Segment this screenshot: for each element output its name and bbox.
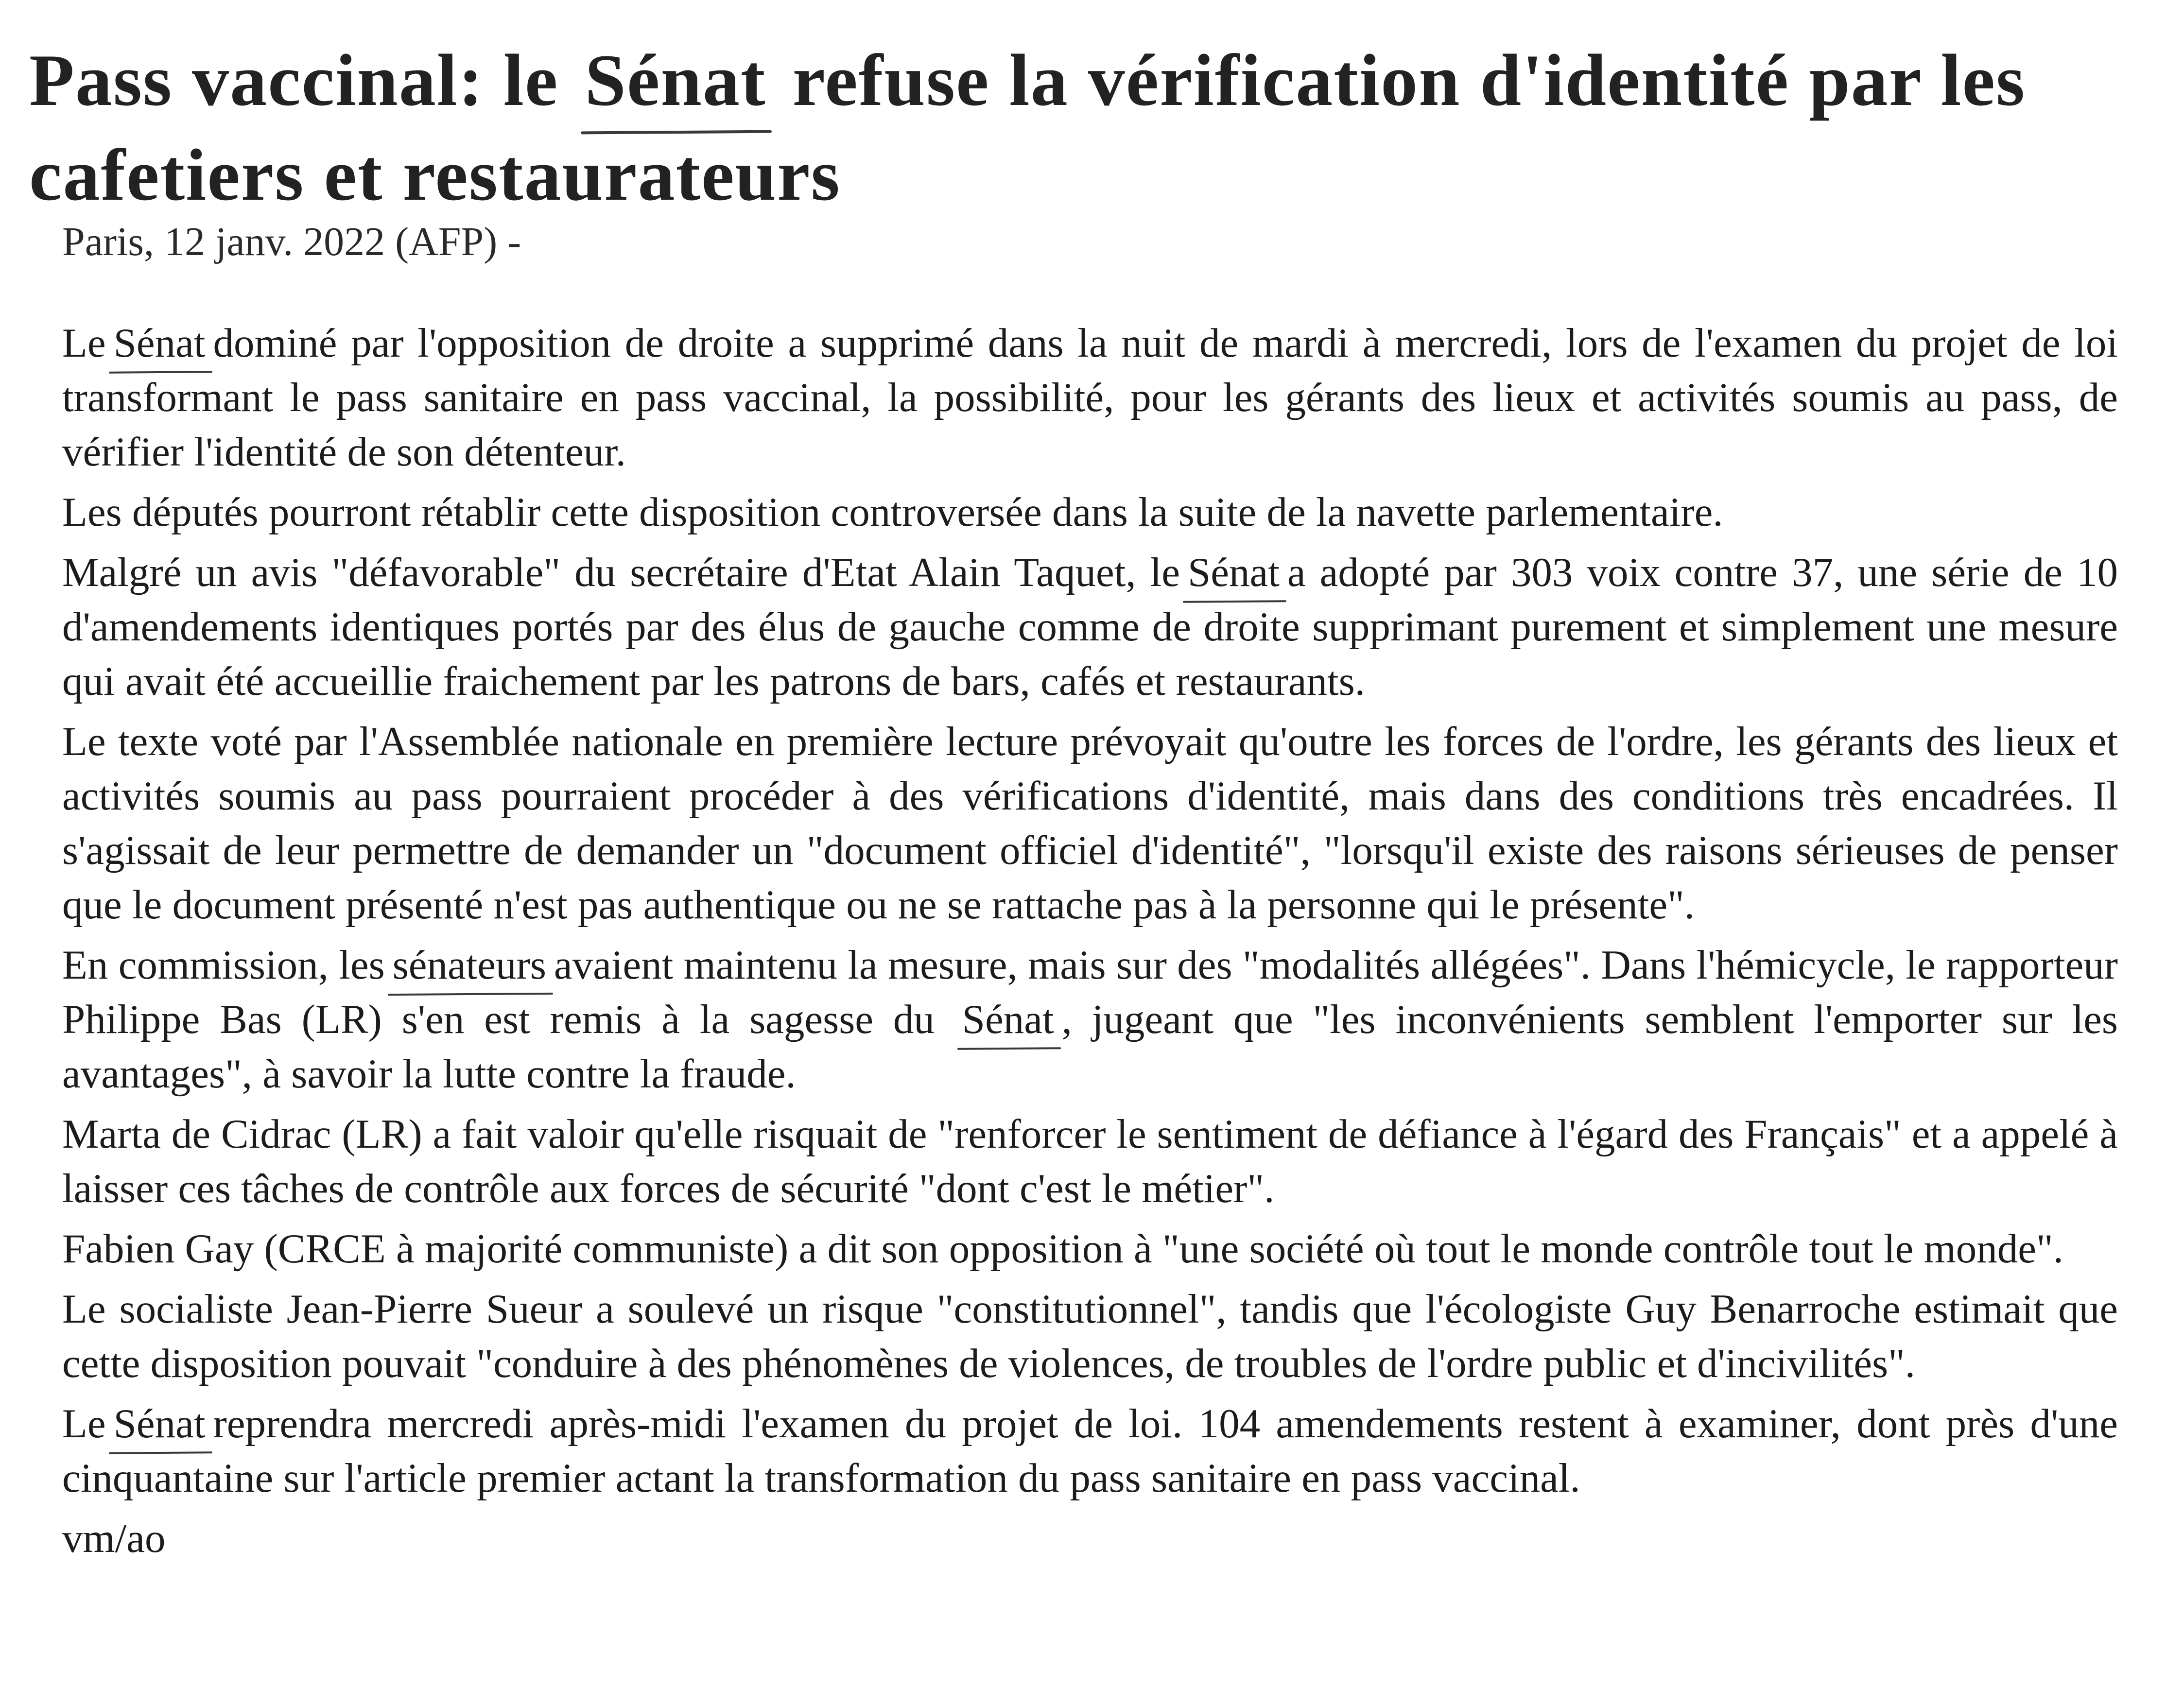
- underlined-word: Sénat: [106, 1396, 213, 1451]
- paragraph-5-text-a: En commission, les: [62, 942, 385, 988]
- paragraph-8: Le socialiste Jean-Pierre Sueur a soulevé un risque "constitutionnel", tandis que l'écologiste Guy Benarroche estimait que cette disposition pouvait "conduire à des phénomènes de violences, de troubles de l'ordre public et d'incivilités".: [62, 1286, 2118, 1386]
- paragraph-6: Marta de Cidrac (LR) a fait valoir qu'elle risquait de "renforcer le sentiment de défiance à l'égard des Français" et a appelé à laisser ces tâches de contrôle aux forces de sécurité "dont c'est le métier".: [62, 1111, 2118, 1211]
- paragraph-9-text-c: reprendra mercredi après-midi l'examen du projet de loi. 104 amendements restent à examiner, dont près d'une cinquantaine sur l'article premier actant la transformation du pass sanitaire en pass vaccinal.: [62, 1401, 2118, 1501]
- paragraph-5-text-c: avaient maintenu la mesure, mais sur des "modalités allégées". Dans l'hémicycle, le rapporteur Philippe Bas (LR) s'en est remis à la sagesse du: [62, 942, 2118, 1042]
- paragraph-3-text-c: a adopté par 303 voix contre 37, une série de 10 d'amendements identiques portés par des élus de gauche comme de droite supprimant purement et simplement une mesure qui avait été accueillie fraichement par les patrons de bars, cafés et restaurants.: [62, 550, 2118, 704]
- paragraph-7: Fabien Gay (CRCE à majorité communiste) a dit son opposition à "une société où tout le monde contrôle tout le monde".: [62, 1226, 2063, 1272]
- headline-text-end: refuse la vérification d'identité par les cafetiers et restaurateurs: [29, 39, 2026, 216]
- paragraph-1: [62, 316, 2118, 479]
- underlined-word: Sénat: [1180, 545, 1287, 600]
- dateline: Paris, 12 janv. 2022 (AFP) -: [62, 219, 521, 264]
- paragraph-9-text-a: Le: [62, 1401, 106, 1447]
- underlined-word: Sénat: [106, 316, 213, 370]
- paragraph-4: Le texte voté par l'Assemblée nationale en première lecture prévoyait qu'outre les forces de l'ordre, les gérants des lieux et activités soumis au pass pourraient procéder à des vérifications d'identité, mais dans des conditions très encadrées. Il s'agissait de leur permettre de demander un "document officiel d'identité", "lorsqu'il existe des raisons sérieuses de penser que le document présenté n'est pas authentique ou ne se rattache pas à la personne qui le présente".: [62, 719, 2118, 928]
- underlined-word: Sénat: [954, 992, 1062, 1047]
- headline-text-start: Pass vaccinal: le: [29, 39, 578, 121]
- paragraph-5-text-e: , jugeant que "les inconvénients semblent l'emporter sur les avantages", à savoir la lutte contre la fraude.: [62, 997, 2118, 1097]
- paragraph-3: [62, 545, 2118, 708]
- paragraph-5: [62, 938, 2118, 1101]
- author-signature: vm/ao: [62, 1516, 166, 1561]
- underlined-word: sénateurs: [385, 938, 554, 992]
- headline-underlined-word: Sénat: [578, 33, 773, 128]
- paragraph-1-text-c: dominé par l'opposition de droite a supprimé dans la nuit de mardi à mercredi, lors de l'examen du projet de loi transformant le pass sanitaire en pass vaccinal, la possibilité, pour les gérants des lieux et activités soumis au pass, de vérifier l'identité de son détenteur.: [62, 320, 2118, 475]
- paragraph-1-text-a: Le: [62, 320, 106, 366]
- paragraph-2: Les députés pourront rétablir cette disposition controversée dans la suite de la navette parlementaire.: [62, 489, 1723, 535]
- paragraph-9: [62, 1396, 2118, 1505]
- article-body: [62, 316, 2118, 1566]
- headline: [29, 33, 2119, 223]
- paragraph-3-text-a: Malgré un avis "défavorable" du secrétaire d'Etat Alain Taquet, le: [62, 550, 1180, 595]
